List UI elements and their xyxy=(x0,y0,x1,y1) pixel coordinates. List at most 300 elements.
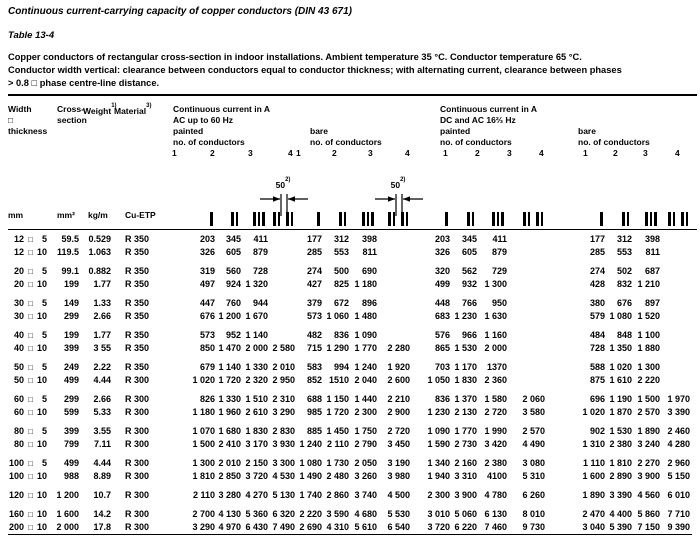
current-cell: 177 xyxy=(589,234,605,244)
size-cell: 30 □ 5 xyxy=(13,298,47,308)
current-cell: 836 xyxy=(434,394,450,404)
current-cell xyxy=(268,297,295,310)
col-cross-label-1: Cross- xyxy=(57,104,84,114)
table-row xyxy=(8,438,692,451)
cross-section-cell: 988 xyxy=(63,471,79,481)
current-cell: 728 xyxy=(589,343,605,353)
current-cell: 1 890 xyxy=(637,426,660,436)
cross-section-cell: 59.5 xyxy=(61,234,79,244)
size-cell: 20 □ 10 xyxy=(13,279,47,289)
current-cell: 1 610 xyxy=(609,375,632,385)
current-cell xyxy=(507,342,545,355)
cross-section-cell: 499 xyxy=(63,375,79,385)
current-cell: 676 xyxy=(616,298,632,308)
current-cell: 2 570 xyxy=(637,407,660,417)
current-cell xyxy=(660,310,690,323)
current-cell: 8 010 xyxy=(522,509,545,519)
current-cell xyxy=(377,246,410,259)
current-cell: 588 xyxy=(589,362,605,372)
unit-mm2: mm² xyxy=(57,210,75,220)
conductors-3-icon xyxy=(362,212,374,226)
current-cell: 1 810 xyxy=(609,458,632,468)
current-cell: 2 270 xyxy=(637,458,660,468)
current-cell: 2 610 xyxy=(245,407,268,417)
current-cell: 1 530 xyxy=(454,343,477,353)
size-cell: 30 □ 10 xyxy=(13,311,47,321)
current-cell: 1 450 xyxy=(326,426,349,436)
unit-kgm: kg/m xyxy=(88,210,108,220)
document-title: Continuous current-carrying capacity of copper conductors (DIN 43 671) xyxy=(8,6,352,17)
current-cell: 1 730 xyxy=(326,458,349,468)
conductors-2-icon xyxy=(467,212,474,226)
current-cell: 950 xyxy=(491,298,507,308)
current-cell: 7 710 xyxy=(667,509,690,519)
dc-group-title: Continuous current in A xyxy=(440,104,537,114)
current-cell: 924 xyxy=(225,279,241,289)
current-cell: 2 160 xyxy=(454,458,477,468)
weight-cell: 4.44 xyxy=(93,375,111,385)
current-cell: 944 xyxy=(252,298,268,308)
current-cell: 6 430 xyxy=(245,522,268,532)
dim-value: 50 xyxy=(275,180,286,190)
weight-footnote: 1) xyxy=(111,103,117,109)
current-cell: 285 xyxy=(589,247,605,257)
current-cell: 203 xyxy=(434,234,450,244)
table-row xyxy=(8,310,692,323)
current-cell xyxy=(507,310,545,323)
current-cell: 1 890 xyxy=(582,490,605,500)
current-cell: 5 390 xyxy=(609,522,632,532)
weight-cell: 1.063 xyxy=(88,247,111,257)
dimension-50-label xyxy=(254,177,312,190)
ac-painted-conductors-label: no. of conductors xyxy=(173,137,245,147)
current-cell: 1 490 xyxy=(299,471,322,481)
conductors-2-icon xyxy=(622,212,629,226)
weight-cell: 2.22 xyxy=(93,362,111,372)
current-cell: 1 520 xyxy=(637,311,660,321)
current-cell: 2 300 xyxy=(427,490,450,500)
current-cell: 1 100 xyxy=(637,330,660,340)
current-cell: 320 xyxy=(434,266,450,276)
table-row xyxy=(8,233,692,246)
current-cell: 3 290 xyxy=(272,407,295,417)
current-cell: 1 990 xyxy=(484,426,507,436)
current-cell: 811 xyxy=(645,247,660,257)
material-footnote: 3) xyxy=(146,103,152,109)
current-cell: 2 860 xyxy=(326,490,349,500)
current-cell: 3 080 xyxy=(522,458,545,468)
current-cell: 4 680 xyxy=(354,509,377,519)
current-cell xyxy=(377,278,410,291)
current-cell: 6 130 xyxy=(484,509,507,519)
conductors-4-icon xyxy=(388,212,408,226)
current-cell: 3 390 xyxy=(667,407,690,417)
current-cell: 2 830 xyxy=(272,426,295,436)
current-cell: 4100 xyxy=(486,471,507,481)
current-cell: 5 860 xyxy=(637,509,660,519)
size-cell: 120 □ 10 xyxy=(8,490,47,500)
material-cell: R 350 xyxy=(125,362,150,372)
current-cell: 3 740 xyxy=(354,490,377,500)
current-cell: 447 xyxy=(199,298,215,308)
current-cell: 1 770 xyxy=(354,343,377,353)
col-width-label: Width xyxy=(8,104,32,114)
current-cell: 832 xyxy=(616,279,632,289)
table-row xyxy=(8,374,692,387)
current-cell: 715 xyxy=(306,343,322,353)
current-cell: 3 590 xyxy=(326,509,349,519)
current-cell: 1 210 xyxy=(637,279,660,289)
current-cell: 3 190 xyxy=(387,458,410,468)
current-cell: 2 220 xyxy=(637,375,660,385)
current-cell: 500 xyxy=(333,266,349,276)
count-4: 4 xyxy=(288,148,293,158)
current-cell: 3 240 xyxy=(637,439,660,449)
conductors-4-icon xyxy=(273,212,293,226)
conductors-2-icon xyxy=(231,212,238,226)
cross-section-cell: 1 200 xyxy=(56,490,79,500)
col-width-times: □ xyxy=(8,115,14,125)
cross-section-cell: 399 xyxy=(63,426,79,436)
ac-bare-label: bare xyxy=(310,126,328,136)
current-cell: 2 060 xyxy=(522,394,545,404)
current-cell: 2 460 xyxy=(667,426,690,436)
dc-bare-label: bare xyxy=(578,126,596,136)
current-cell: 1 080 xyxy=(299,458,322,468)
size-cell: 100 □ 5 xyxy=(8,458,47,468)
dim-value: 50 xyxy=(390,180,401,190)
intro-section xyxy=(0,0,700,90)
current-cell: 345 xyxy=(225,234,241,244)
current-cell: 885 xyxy=(306,426,322,436)
current-cell: 502 xyxy=(616,266,632,276)
current-cell: 1 740 xyxy=(299,490,322,500)
current-cell xyxy=(660,278,690,291)
current-cell: 2 600 xyxy=(387,375,410,385)
current-cell: 482 xyxy=(306,330,322,340)
current-cell: 766 xyxy=(461,298,477,308)
material-cell: R 350 xyxy=(125,330,150,340)
size-cell: 50 □ 5 xyxy=(13,362,47,372)
current-cell: 896 xyxy=(361,298,377,308)
current-cell: 1 480 xyxy=(354,311,377,321)
size-cell: 100 □ 10 xyxy=(8,471,47,481)
current-cell xyxy=(507,233,545,246)
current-cell: 1 530 xyxy=(609,426,632,436)
table-row xyxy=(8,297,692,310)
current-cell xyxy=(507,278,545,291)
current-cell xyxy=(507,329,545,342)
col-material-label xyxy=(114,104,151,116)
current-cell: 2 480 xyxy=(326,471,349,481)
current-cell: 760 xyxy=(225,298,241,308)
current-cell: 1 060 xyxy=(326,311,349,321)
current-cell: 811 xyxy=(362,247,377,257)
current-cell: 312 xyxy=(333,234,349,244)
size-cell: 60 □ 5 xyxy=(13,394,47,404)
material-cell: R 300 xyxy=(125,375,150,385)
weight-cell: 1.77 xyxy=(93,279,111,289)
count-4: 4 xyxy=(539,148,544,158)
current-cell: 687 xyxy=(644,266,660,276)
weight-cell: 2.66 xyxy=(93,394,111,404)
material-cell: R 300 xyxy=(125,458,150,468)
weight-cell: 0.882 xyxy=(88,266,111,276)
current-cell: 285 xyxy=(306,247,322,257)
current-cell xyxy=(268,265,295,278)
count-2: 2 xyxy=(475,148,480,158)
count-1: 1 xyxy=(443,148,448,158)
current-cell: 6 320 xyxy=(272,509,295,519)
current-cell: 1 190 xyxy=(609,394,632,404)
size-cell: 80 □ 10 xyxy=(13,439,47,449)
current-cell: 1 290 xyxy=(326,343,349,353)
current-cell: 4 270 xyxy=(245,490,268,500)
current-cell: 3 310 xyxy=(454,471,477,481)
unit-mm: mm xyxy=(8,210,24,220)
current-cell xyxy=(507,246,545,259)
current-cell: 985 xyxy=(306,407,322,417)
count-3: 3 xyxy=(368,148,373,158)
current-cell: 1 200 xyxy=(218,311,241,321)
current-cell: 579 xyxy=(589,311,605,321)
current-cell: 1 680 xyxy=(218,426,241,436)
current-cell: 553 xyxy=(333,247,349,257)
cross-section-cell: 599 xyxy=(63,407,79,417)
current-cell xyxy=(268,233,295,246)
current-cell: 2 110 xyxy=(326,439,349,449)
current-cell: 3 900 xyxy=(454,490,477,500)
current-cell: 1 870 xyxy=(609,407,632,417)
current-cell: 2 210 xyxy=(387,394,410,404)
table-row xyxy=(8,521,692,534)
current-cell: 6 010 xyxy=(667,490,690,500)
current-cell: 1 470 xyxy=(218,343,241,353)
current-cell: 497 xyxy=(199,279,215,289)
count-2: 2 xyxy=(332,148,337,158)
current-cell: 1 670 xyxy=(245,311,268,321)
current-cell: 5 150 xyxy=(667,471,690,481)
current-cell: 448 xyxy=(434,298,450,308)
current-cell: 499 xyxy=(434,279,450,289)
current-cell: 879 xyxy=(252,247,268,257)
current-cell: 398 xyxy=(644,234,660,244)
current-cell: 696 xyxy=(589,394,605,404)
count-1: 1 xyxy=(296,148,301,158)
current-cell: 484 xyxy=(589,330,605,340)
current-cell: 688 xyxy=(306,394,322,404)
size-cell: 60 □ 10 xyxy=(13,407,47,417)
current-cell: 7 490 xyxy=(272,522,295,532)
current-cell: 728 xyxy=(252,266,268,276)
current-cell: 1 110 xyxy=(582,458,605,468)
current-cell: 3 930 xyxy=(272,439,295,449)
current-cell: 676 xyxy=(199,311,215,321)
weight-cell: 7.11 xyxy=(93,439,111,449)
cross-section-cell: 399 xyxy=(63,343,79,353)
current-cell: 1 090 xyxy=(427,426,450,436)
cross-section-cell: 199 xyxy=(63,279,79,289)
dc-painted-conductors-label: no. of conductors xyxy=(440,137,512,147)
current-cell: 427 xyxy=(306,279,322,289)
current-cell: 4 490 xyxy=(522,439,545,449)
current-cell: 1 080 xyxy=(609,311,632,321)
ac-bare-conductors-label: no. of conductors xyxy=(310,137,382,147)
current-cell: 2 220 xyxy=(299,509,322,519)
current-cell: 1 770 xyxy=(454,426,477,436)
material-cell: R 350 xyxy=(125,298,150,308)
current-cell: 1 150 xyxy=(326,394,349,404)
current-cell: 562 xyxy=(461,266,477,276)
material-cell: R 300 xyxy=(125,394,150,404)
current-cell xyxy=(660,233,690,246)
current-cell xyxy=(660,374,690,387)
current-cell: 875 xyxy=(589,375,605,385)
current-cell: 1 170 xyxy=(454,362,477,372)
conductors-1-icon xyxy=(317,212,320,226)
current-cell: 1 750 xyxy=(354,426,377,436)
current-cell: 1 240 xyxy=(299,439,322,449)
col-weight-label xyxy=(83,104,117,116)
dc-bare-conductors-label: no. of conductors xyxy=(578,137,650,147)
current-cell: 1 310 xyxy=(582,439,605,449)
current-cell: 411 xyxy=(492,234,507,244)
current-cell: 1 230 xyxy=(427,407,450,417)
material-cell: R 300 xyxy=(125,439,150,449)
current-cell: 902 xyxy=(589,426,605,436)
current-cell: 1 830 xyxy=(454,375,477,385)
current-cell: 1 050 xyxy=(427,375,450,385)
current-cell xyxy=(660,246,690,259)
current-cell: 2 380 xyxy=(484,458,507,468)
count-2: 2 xyxy=(613,148,618,158)
size-cell: 12 □ 10 xyxy=(13,247,47,257)
material-cell: R 350 xyxy=(125,234,150,244)
current-cell: 2 040 xyxy=(354,375,377,385)
current-cell: 3 720 xyxy=(245,471,268,481)
current-cell: 1 830 xyxy=(245,426,268,436)
dimension-50-label xyxy=(369,177,427,190)
weight-cell: 4.44 xyxy=(93,458,111,468)
table-row xyxy=(8,508,692,521)
weight-cell: 1.77 xyxy=(93,330,111,340)
current-cell xyxy=(660,297,690,310)
table-row xyxy=(8,342,692,355)
current-cell xyxy=(660,265,690,278)
current-cell: 2 010 xyxy=(272,362,295,372)
table-row xyxy=(8,489,692,502)
table-row xyxy=(8,361,692,374)
current-cell: 6 540 xyxy=(387,522,410,532)
count-3: 3 xyxy=(248,148,253,158)
current-cell: 5 060 xyxy=(454,509,477,519)
current-cell: 4 530 xyxy=(272,471,295,481)
current-cell xyxy=(377,310,410,323)
ac-group-title: Continuous current in A xyxy=(173,104,270,114)
current-cell: 274 xyxy=(306,266,322,276)
current-cell: 380 xyxy=(589,298,605,308)
ac-group-subtitle: AC up to 60 Hz xyxy=(173,115,233,125)
current-cell: 1 180 xyxy=(192,407,215,417)
material-text: Material xyxy=(114,105,147,116)
current-cell: 5 310 xyxy=(522,471,545,481)
size-cell: 20 □ 5 xyxy=(13,266,47,276)
current-cell: 1510 xyxy=(328,375,349,385)
current-cell: 6 220 xyxy=(454,522,477,532)
current-cell: 683 xyxy=(434,311,450,321)
current-cell: 1 020 xyxy=(192,375,215,385)
current-cell: 1 320 xyxy=(245,279,268,289)
current-cell: 2 050 xyxy=(354,458,377,468)
current-cell: 576 xyxy=(434,330,450,340)
description-line-3: > 0.8 □ phase centre-line distance. xyxy=(8,78,160,88)
current-cell: 679 xyxy=(199,362,215,372)
col-cross-label-2: section xyxy=(57,115,87,125)
current-cell: 560 xyxy=(225,266,241,276)
current-cell: 994 xyxy=(333,362,349,372)
current-cell: 865 xyxy=(434,343,450,353)
current-cell: 5 530 xyxy=(387,509,410,519)
current-cell: 2 300 xyxy=(354,407,377,417)
current-cell: 2 000 xyxy=(245,343,268,353)
current-cell: 2 000 xyxy=(484,343,507,353)
current-cell: 3 450 xyxy=(387,439,410,449)
current-cell: 2 360 xyxy=(484,375,507,385)
current-cell: 1 140 xyxy=(245,330,268,340)
count-4: 4 xyxy=(675,148,680,158)
table-row xyxy=(8,457,692,470)
current-cell xyxy=(377,233,410,246)
current-cell: 4 560 xyxy=(637,490,660,500)
current-cell: 1 300 xyxy=(192,458,215,468)
current-cell: 1 240 xyxy=(354,362,377,372)
current-cell: 3 040 xyxy=(582,522,605,532)
current-cell: 672 xyxy=(333,298,349,308)
dim-footnote: 2) xyxy=(400,177,406,184)
current-cell: 9 730 xyxy=(522,522,545,532)
cross-section-cell: 99.1 xyxy=(61,266,79,276)
table-row xyxy=(8,329,692,342)
current-cell: 2 700 xyxy=(192,509,215,519)
current-cell: 553 xyxy=(616,247,632,257)
current-cell: 2 310 xyxy=(272,394,295,404)
current-cell: 398 xyxy=(361,234,377,244)
current-cell: 1 020 xyxy=(609,362,632,372)
material-cell: R 300 xyxy=(125,509,150,519)
current-cell: 2 720 xyxy=(484,407,507,417)
cross-section-cell: 249 xyxy=(63,362,79,372)
current-cell: 3 260 xyxy=(354,471,377,481)
conductors-1-icon xyxy=(445,212,448,226)
current-cell xyxy=(268,278,295,291)
current-cell: 4 130 xyxy=(218,509,241,519)
current-cell: 1 230 xyxy=(454,311,477,321)
current-cell: 2 580 xyxy=(272,343,295,353)
current-cell: 2 150 xyxy=(245,458,268,468)
cross-section-cell: 799 xyxy=(63,439,79,449)
current-cell: 2 950 xyxy=(272,375,295,385)
current-cell: 2 900 xyxy=(387,407,410,417)
current-cell: 836 xyxy=(333,330,349,340)
material-cell: R 300 xyxy=(125,471,150,481)
current-cell: 1 960 xyxy=(218,407,241,417)
conductors-1-icon xyxy=(210,212,213,226)
current-cell: 2 380 xyxy=(609,439,632,449)
current-cell: 5 130 xyxy=(272,490,295,500)
current-cell: 3 720 xyxy=(427,522,450,532)
material-cell: R 350 xyxy=(125,279,150,289)
weight-cell: 5.33 xyxy=(93,407,111,417)
